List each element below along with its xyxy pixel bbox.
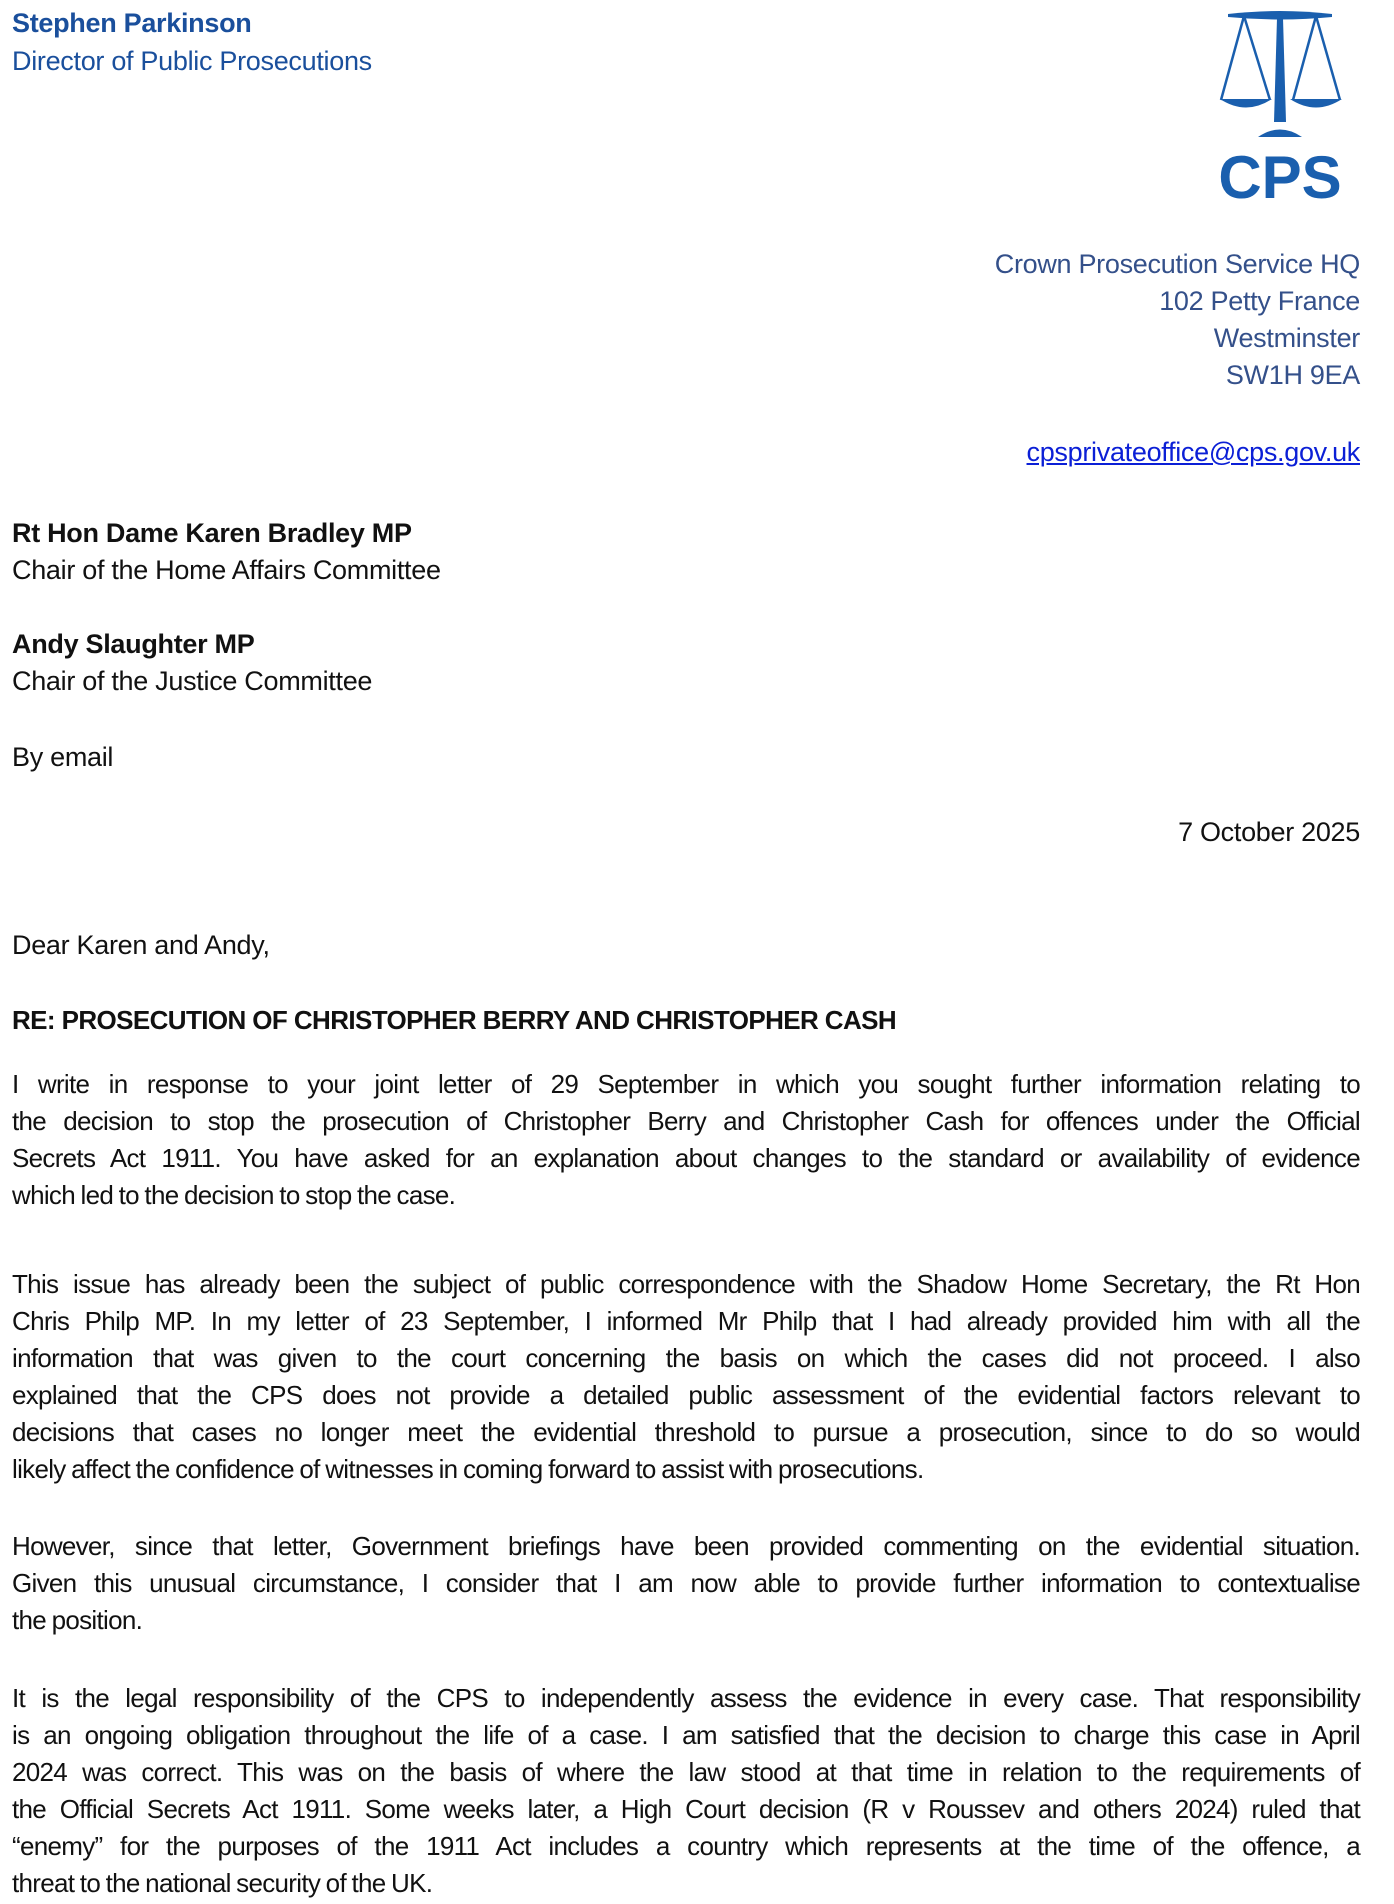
paragraph-line: likely affect the confidence of witnesses in coming forward to assist with prosecutions. [12, 1454, 924, 1484]
recipient-1-role: Chair of the Home Affairs Committee [12, 555, 441, 585]
paragraph-line: Chris Philp MP. In my letter of 23 September, I informed Mr Philp that I had already provided him with all the [12, 1306, 1360, 1336]
paragraph-line: the Official Secrets Act 1911. Some weeks later, a High Court decision (R v Roussev and others 2024) ruled that [12, 1794, 1360, 1824]
paragraph-line: This issue has already been the subject of public correspondence with the Shadow Home Secretary, the Rt Hon [12, 1269, 1360, 1299]
address-line-postcode: SW1H 9EA [1225, 360, 1360, 390]
recipient-2-role: Chair of the Justice Committee [12, 666, 373, 696]
delivery-method: By email [12, 742, 114, 772]
paragraph-3 [12, 1528, 1360, 1639]
paragraph-4 [12, 1680, 1360, 1902]
paragraph-line: Given this unusual circumstance, I consider that I am now able to provide further information to contextualise [12, 1568, 1360, 1598]
cps-logo [1200, 4, 1360, 204]
paragraph-line: However, since that letter, Government briefings have been provided commenting on the evidential situation. [12, 1531, 1360, 1561]
letter-date: 7 October 2025 [1178, 817, 1360, 847]
paragraph-line: decisions that cases no longer meet the evidential threshold to pursue a prosecution, since to do so would [12, 1417, 1360, 1447]
paragraph-line: the position. [12, 1605, 143, 1635]
address-line-street: 102 Petty France [1159, 286, 1360, 316]
paragraph-line: Secrets Act 1911. You have asked for an explanation about changes to the standard or availability of evidence [12, 1143, 1360, 1173]
paragraph-line: explained that the CPS does not provide a detailed public assessment of the evidential factors relevant to [12, 1380, 1360, 1410]
salutation: Dear Karen and Andy, [12, 930, 270, 960]
subject-line: RE: PROSECUTION OF CHRISTOPHER BERRY AND CHRISTOPHER CASH [12, 1005, 897, 1035]
paragraph-line: information that was given to the court concerning the basis on which the cases did not proceed. I also [12, 1343, 1360, 1373]
email-link[interactable]: cpsprivateoffice@cps.gov.uk [1026, 437, 1360, 467]
sender-title: Director of Public Prosecutions [12, 46, 372, 76]
paragraph-2 [12, 1266, 1360, 1488]
paragraph-line: It is the legal responsibility of the CPS to independently assess the evidence in every case. That responsibility [12, 1683, 1360, 1713]
recipient-1-name: Rt Hon Dame Karen Bradley MP [12, 518, 412, 548]
paragraph-line: “enemy” for the purposes of the 1911 Act includes a country which represents at the time of the offence, a [12, 1831, 1360, 1861]
sender-name: Stephen Parkinson [12, 8, 252, 38]
paragraph-1 [12, 1066, 1360, 1214]
recipient-2-name: Andy Slaughter MP [12, 629, 255, 659]
address-line-organisation: Crown Prosecution Service HQ [994, 249, 1360, 279]
paragraph-line: I write in response to your joint letter of 29 September in which you sought further information relating to [12, 1069, 1360, 1099]
paragraph-line: is an ongoing obligation throughout the life of a case. I am satisfied that the decision to charge this case in April [12, 1720, 1360, 1750]
paragraph-line: which led to the decision to stop the case. [12, 1180, 456, 1210]
paragraph-line: the decision to stop the prosecution of Christopher Berry and Christopher Cash for offences under the Official [12, 1106, 1360, 1136]
paragraph-line: 2024 was correct. This was on the basis of where the law stood at that time in relation to the requirements of [12, 1757, 1360, 1787]
paragraph-line: threat to the national security of the UK. [12, 1868, 433, 1898]
address-line-city: Westminster [1213, 323, 1360, 353]
svg-text:CPS: CPS [1218, 144, 1342, 204]
scales-of-justice-icon [1200, 4, 1360, 204]
